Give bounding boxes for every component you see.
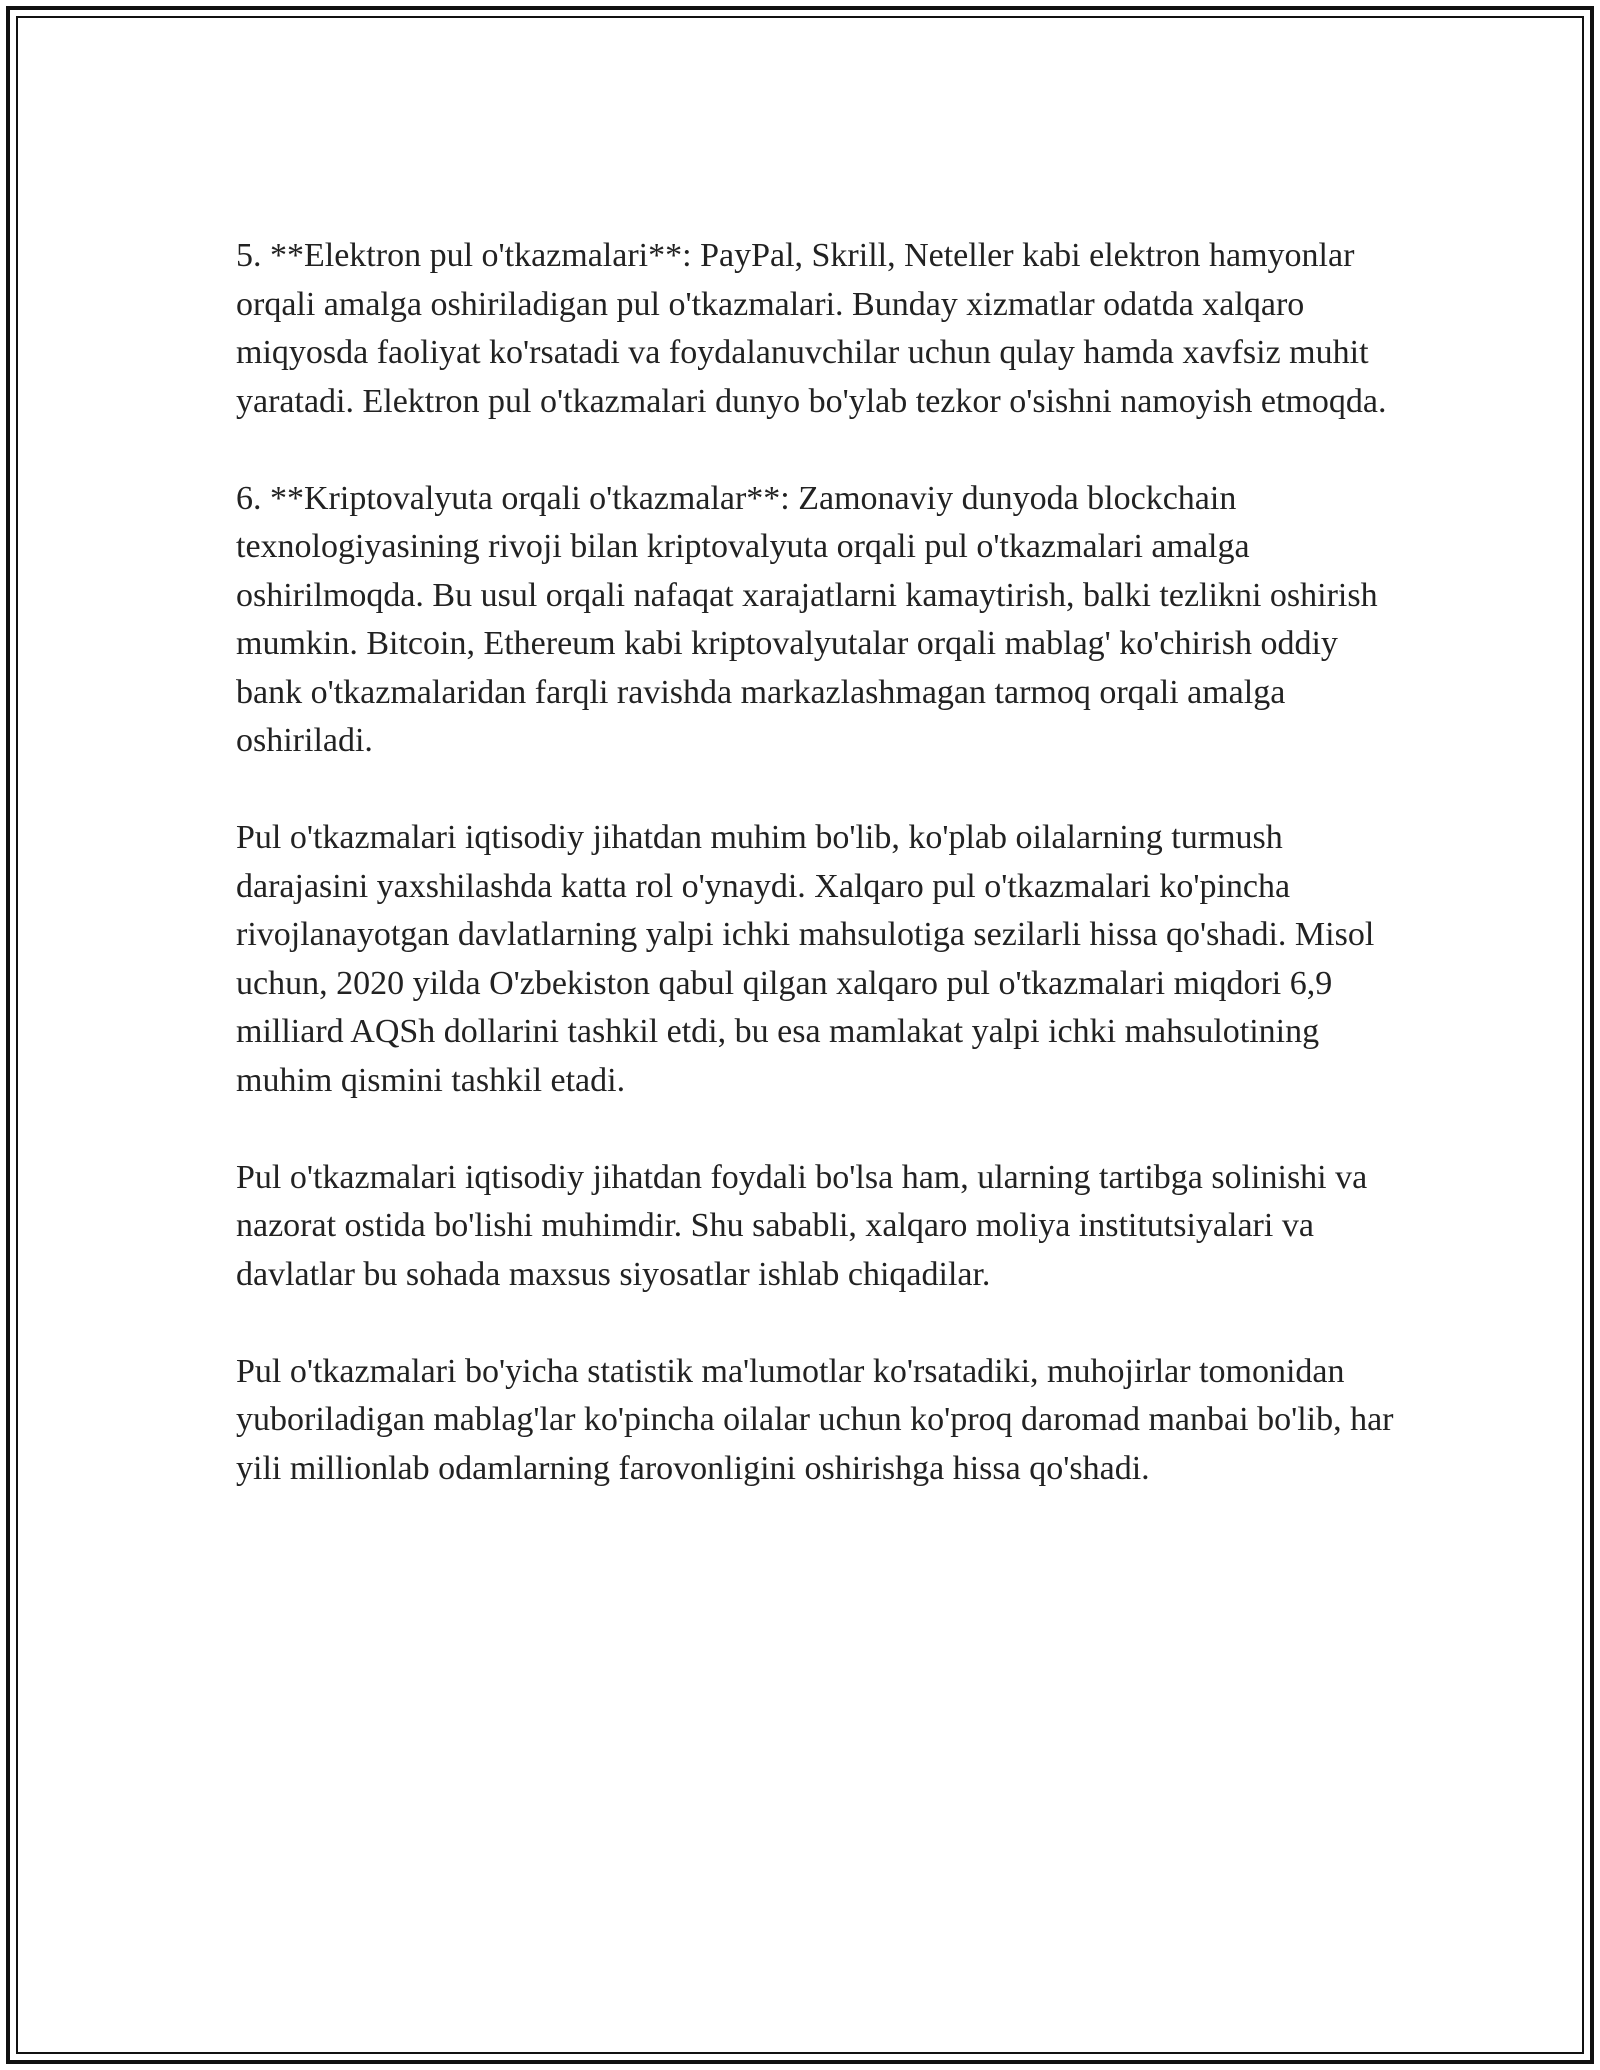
paragraph-electronic-transfers: 5. **Elektron pul o'tkazmalari**: PayPal, Skrill, Neteller kabi elektron hamyonlar orqali amalga oshiriladigan pul o'tkazmalari. Bunday xizmatlar odatda xalqaro miqyosda faoliyat ko'rsatadi va foydalanuvchilar uchun qulay hamda xavfsiz muhit yaratadi. Elektron pul o'tkazmalari dunyo bo'ylab tezkor o'sishni namoyish etmoqda. [236,237,1387,420]
paragraph-regulation: Pul o'tkazmalari iqtisodiy jihatdan foydali bo'lsa ham, ularning tartibga solinishi va nazorat ostida bo'lishi muhimdir. Shu sababli, xalqaro moliya institutsiyalari va davlatlar bu sohada maxsus siyosatlar ishlab chiqadilar. [236,1158,1368,1293]
paragraph-statistics: Pul o'tkazmalari bo'yicha statistik ma'lumotlar ko'rsatadiki, muhojirlar tomonidan yuboriladigan mablag'lar ko'pincha oilalar uchun ko'proq daromad manbai bo'lib, har yili millionlab odamlarning farovonligini oshirishga hissa qo'shadi. [236,1352,1394,1487]
document-body [236,232,1396,1542]
paragraph-crypto-transfers: 6. **Kriptovalyuta orqali o'tkazmalar**: Zamonaviy dunyoda blockchain texnologiyasining rivoji bilan kriptovalyuta orqali pul o'tkazmalari amalga oshirilmoqda. Bu usul orqali nafaqat xarajatlarni kamaytirish, balki tezlikni oshirish mumkin. Bitcoin, Ethereum kabi kriptovalyutalar orqali mablag' ko'chirish oddiy bank o'tkazmalaridan farqli ravishda markazlashmagan tarmoq orqali amalga oshiriladi. [236,479,1378,759]
paragraph-economic-importance: Pul o'tkazmalari iqtisodiy jihatdan muhim bo'lib, ko'plab oilalarning turmush darajasini yaxshilashda katta rol o'ynaydi. Xalqaro pul o'tkazmalari ko'pincha rivojlanayotgan davlatlarning yalpi ichki mahsulotiga sezilarli hissa qo'shadi. Misol uchun, 2020 yilda O'zbekiston qabul qilgan xalqaro pul o'tkazmalari miqdori 6,9 milliard AQSh dollarini tashkil etdi, bu esa mamlakat yalpi ichki mahsulotining muhim qismini tashkil etadi. [236,819,1375,1099]
